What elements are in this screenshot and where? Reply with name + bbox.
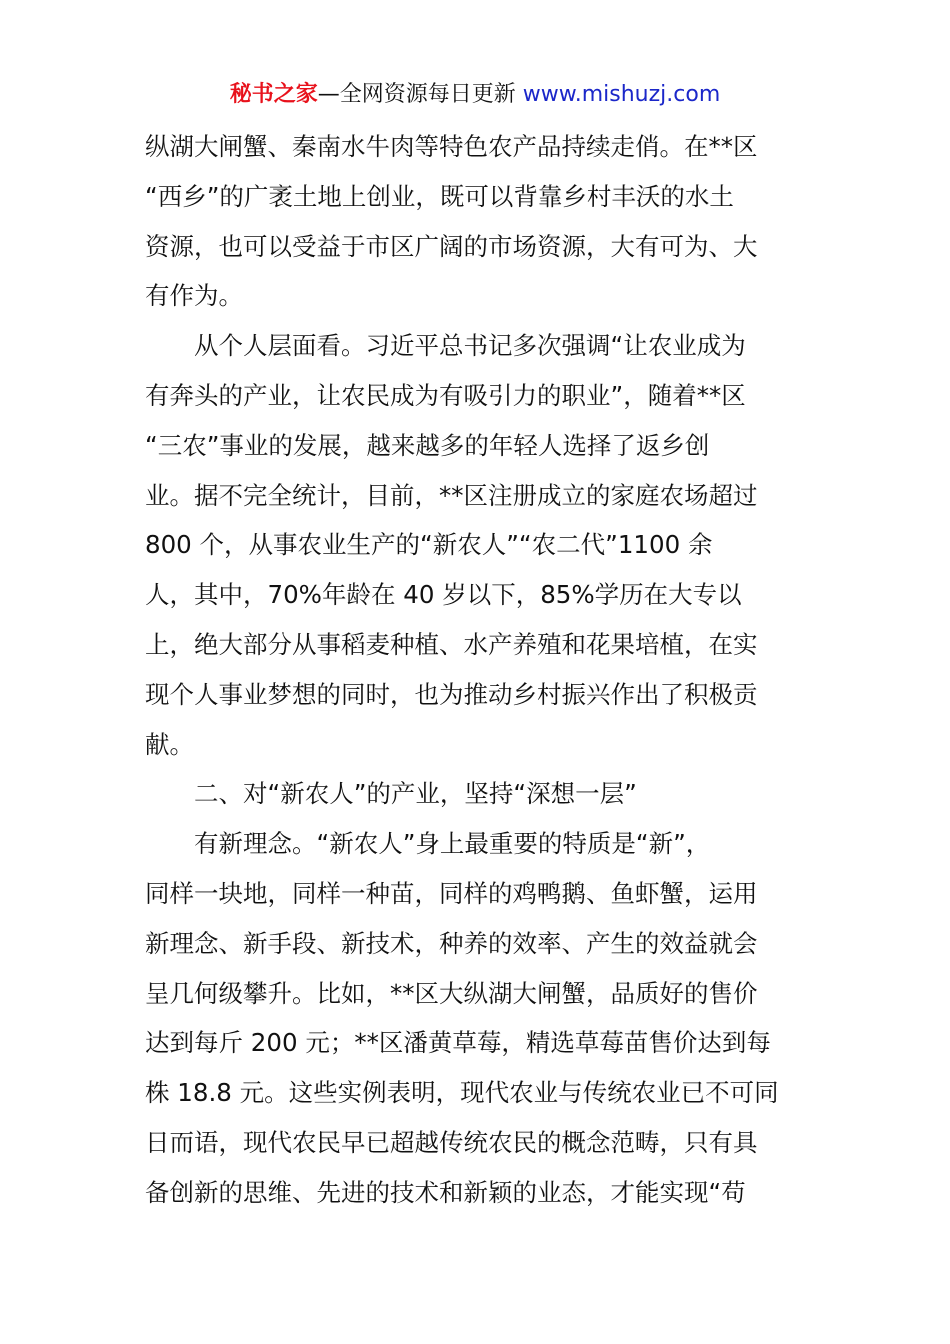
text-line: 达到每斤 200 元；**区潘黄草莓，精选草莓苗售价达到每: [145, 1028, 771, 1058]
section-heading: 二、对“新农人”的产业，坚持“深想一层”: [194, 779, 637, 809]
text-line: 呈几何级攀升。比如，**区大纵湖大闸蟹，品质好的售价: [145, 978, 758, 1008]
site-tagline: —全网资源每日更新: [317, 82, 516, 107]
text-line: 资源，也可以受益于市区广阔的市场资源，大有可为、大: [145, 231, 758, 261]
site-brand: 秘书之家: [229, 82, 318, 107]
text-line: 献。: [145, 729, 194, 759]
text-line: 上，绝大部分从事稻麦种植、水产养殖和花果培植，在实: [145, 629, 758, 659]
text-line: 备创新的思维、先进的技术和新颖的业态，才能实现“苟: [145, 1177, 746, 1207]
site-header: [0, 80, 950, 110]
text-line: 有新理念。“新农人”身上最重要的特质是“新”，: [194, 829, 711, 859]
text-line: 株 18.8 元。这些实例表明，现代农业与传统农业已不可同: [145, 1078, 779, 1108]
text-line: 800 个，从事农业生产的“新农人”“农二代”1100 余: [145, 530, 713, 560]
text-line: 现个人事业梦想的同时，也为推动乡村振兴作出了积极贡: [145, 679, 758, 709]
text-line: 有作为。: [145, 281, 243, 311]
text-line: 纵湖大闸蟹、秦南水牛肉等特色农产品持续走俏。在**区: [145, 132, 758, 161]
text-line: “西乡”的广袤土地上创业，既可以背靠乡村丰沃的水土: [145, 181, 734, 211]
site-url-link[interactable]: www.mishuzj.com: [522, 82, 721, 107]
text-line: 人，其中，70%年龄在 40 岁以下，85%学历在大专以: [145, 580, 742, 610]
text-line: 有奔头的产业，让农民成为有吸引力的职业”，随着**区: [145, 380, 746, 410]
text-line: 从个人层面看。习近平总书记多次强调“让农业成为: [194, 331, 746, 361]
text-line: 同样一块地，同样一种苗，同样的鸡鸭鹅、鱼虾蟹，运用: [145, 878, 758, 908]
text-line: “三农”事业的发展，越来越多的年轻人选择了返乡创: [145, 430, 710, 460]
text-line: 业。据不完全统计，目前，**区注册成立的家庭农场超过: [145, 480, 758, 510]
text-line: 新理念、新手段、新技术，种养的效率、产生的效益就会: [145, 928, 758, 958]
text-line: 日而语，现代农民早已超越传统农民的概念范畴，只有具: [145, 1127, 758, 1157]
document-body: [145, 122, 815, 1218]
